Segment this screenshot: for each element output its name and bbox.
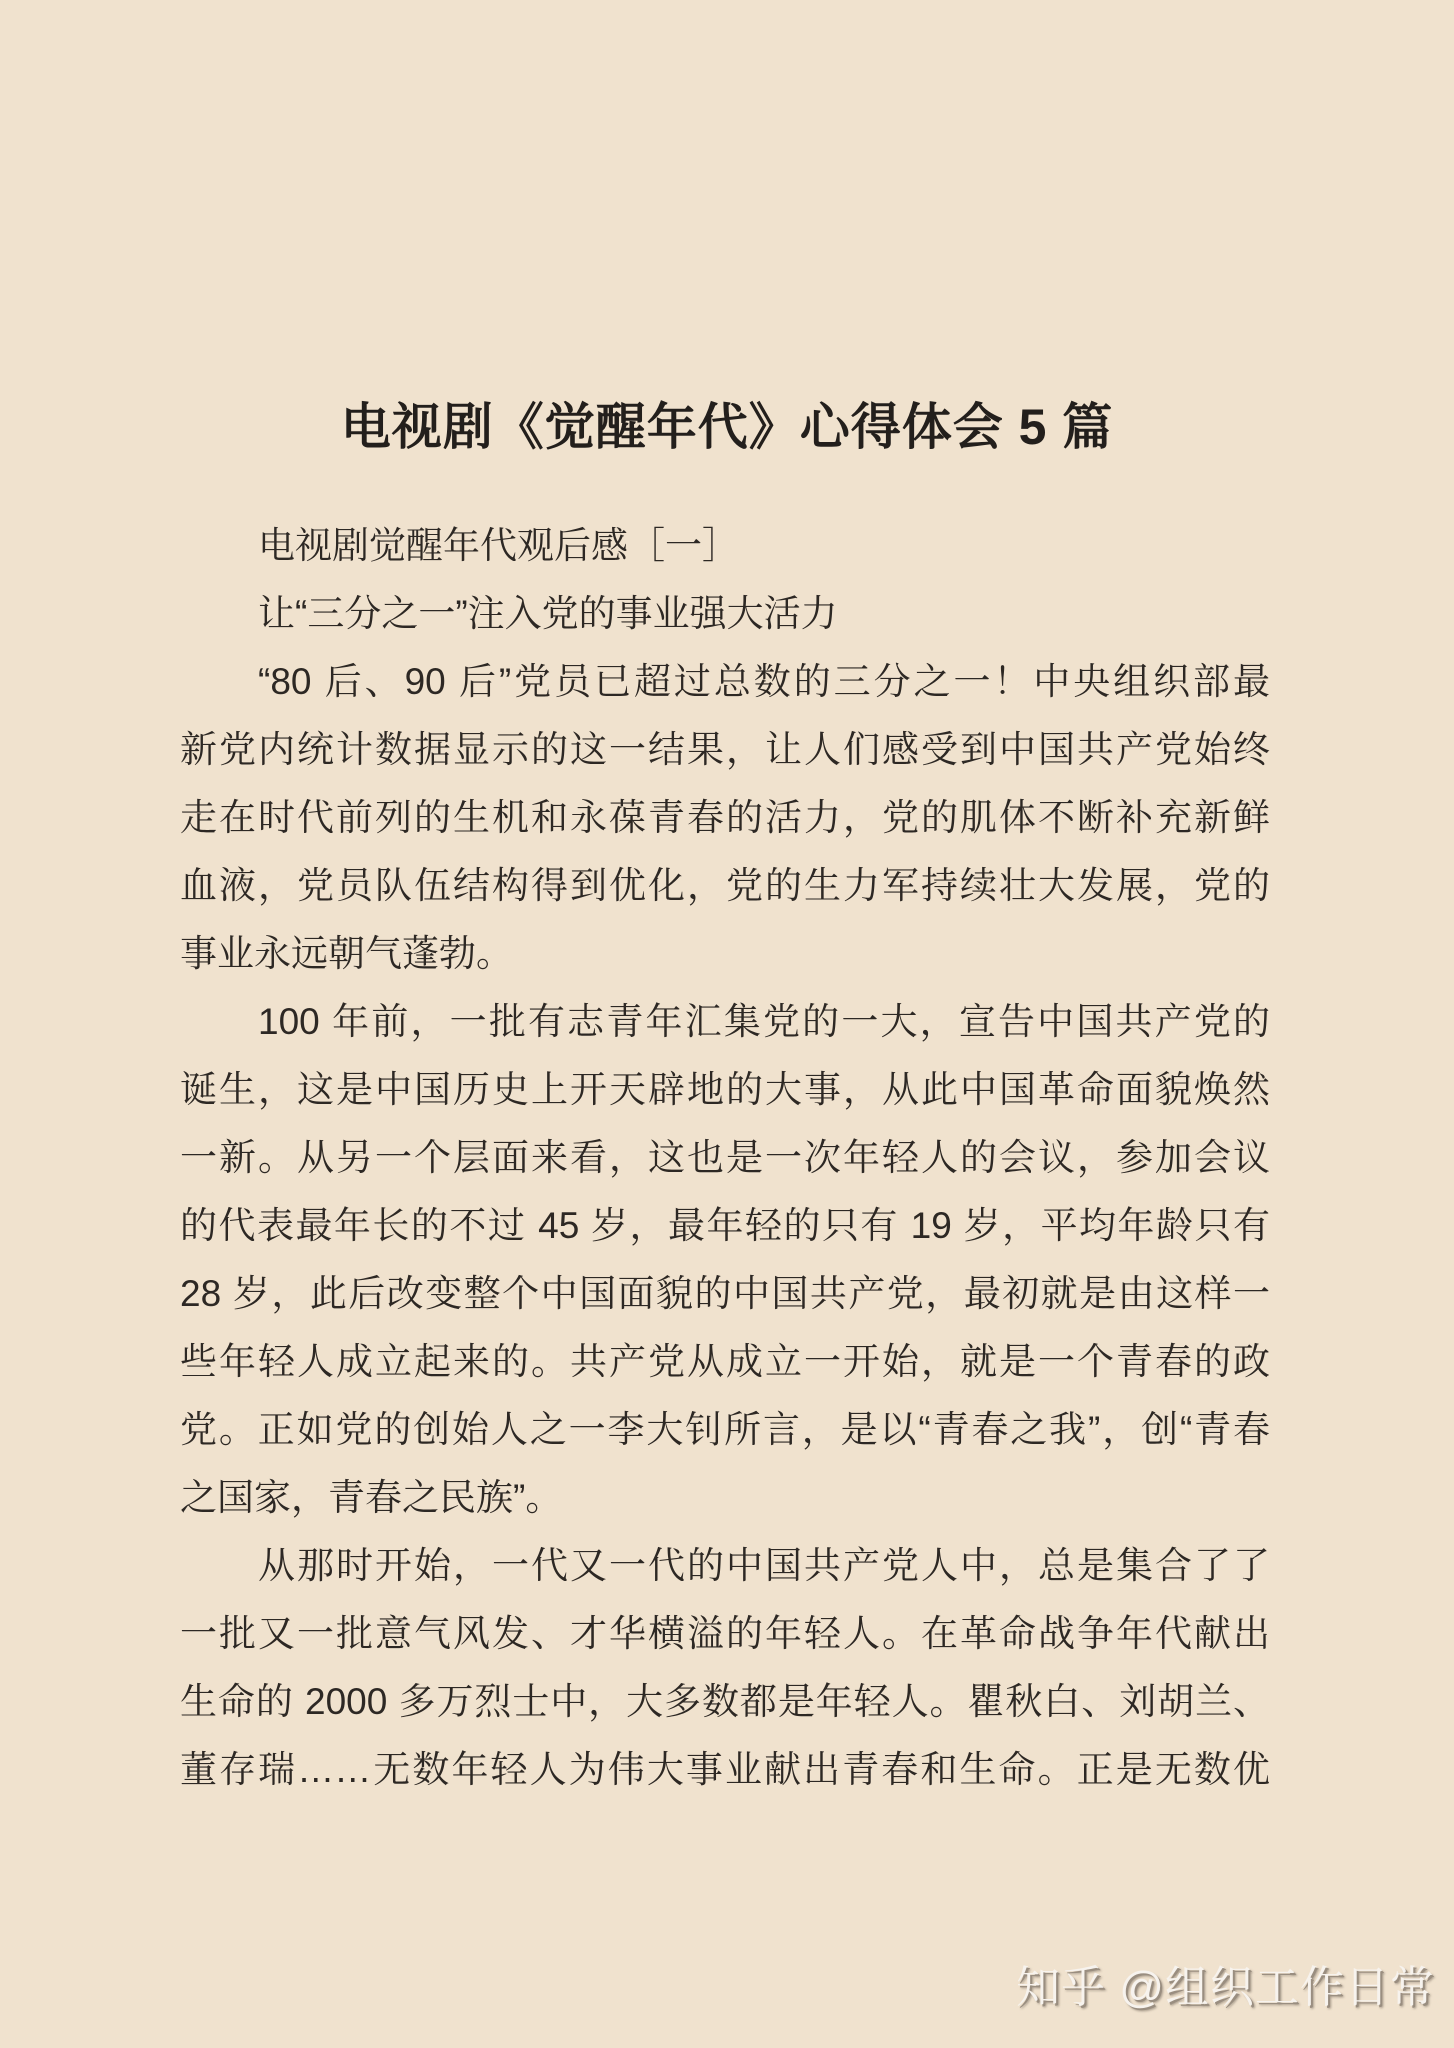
- paragraph-line: 28 岁，此后改变整个中国面貌的中国共产党，最初就是由这样一: [180, 1273, 1270, 1314]
- subheading: 让“三分之一”注入党的事业强大活力: [258, 593, 838, 634]
- paragraph-1: [180, 648, 1270, 988]
- paragraph-line: 走在时代前列的生机和永葆青春的活力，党的肌体不断补充新鲜: [180, 797, 1270, 838]
- document-body: [180, 512, 1270, 1804]
- paragraph-line: 党。正如党的创始人之一李大钊所言，是以“青春之我”，创“青春: [180, 1409, 1270, 1450]
- paragraph-line: 董存瑞……无数年轻人为伟大事业献出青春和生命。正是无数优: [180, 1749, 1270, 1790]
- paragraph-line: 的代表最年长的不过 45 岁，最年轻的只有 19 岁，平均年龄只有: [180, 1205, 1270, 1246]
- paragraph-line: 新党内统计数据显示的这一结果，让人们感受到中国共产党始终: [180, 729, 1270, 770]
- paragraph-line: 从那时开始，一代又一代的中国共产党人中，总是集合了了: [258, 1545, 1270, 1586]
- document-title: 电视剧《觉醒年代》心得体会 5 篇: [340, 399, 1114, 455]
- paragraph-line: 之国家，青春之民族”。: [180, 1477, 563, 1518]
- paragraph-line: 血液，党员队伍结构得到优化，党的生力军持续壮大发展，党的: [180, 865, 1270, 906]
- paragraph-line: 一新。从另一个层面来看，这也是一次年轻人的会议，参加会议: [180, 1137, 1270, 1178]
- paragraph-line: 一批又一批意气风发、才华横溢的年轻人。在革命战争年代献出: [180, 1613, 1270, 1654]
- paragraph-line: 些年轻人成立起来的。共产党从成立一开始，就是一个青春的政: [180, 1341, 1270, 1382]
- paragraph-line: 事业永远朝气蓬勃。: [180, 933, 513, 974]
- section-heading: 电视剧觉醒年代观后感［一］: [258, 525, 739, 566]
- paragraph-line: 100 年前，一批有志青年汇集党的一大，宣告中国共产党的: [258, 1001, 1270, 1042]
- paragraph-3: [180, 1532, 1270, 1804]
- paragraph-2: [180, 988, 1270, 1532]
- paragraph-line: 生命的 2000 多万烈士中，大多数都是年轻人。瞿秋白、刘胡兰、: [180, 1681, 1270, 1722]
- paragraph-line: 诞生，这是中国历史上开天辟地的大事，从此中国革命面貌焕然: [180, 1069, 1270, 1110]
- paragraph-line: “80 后、90 后”党员已超过总数的三分之一！中央组织部最: [258, 661, 1270, 702]
- zhihu-watermark: 知乎 @组织工作日常: [1016, 1963, 1435, 2012]
